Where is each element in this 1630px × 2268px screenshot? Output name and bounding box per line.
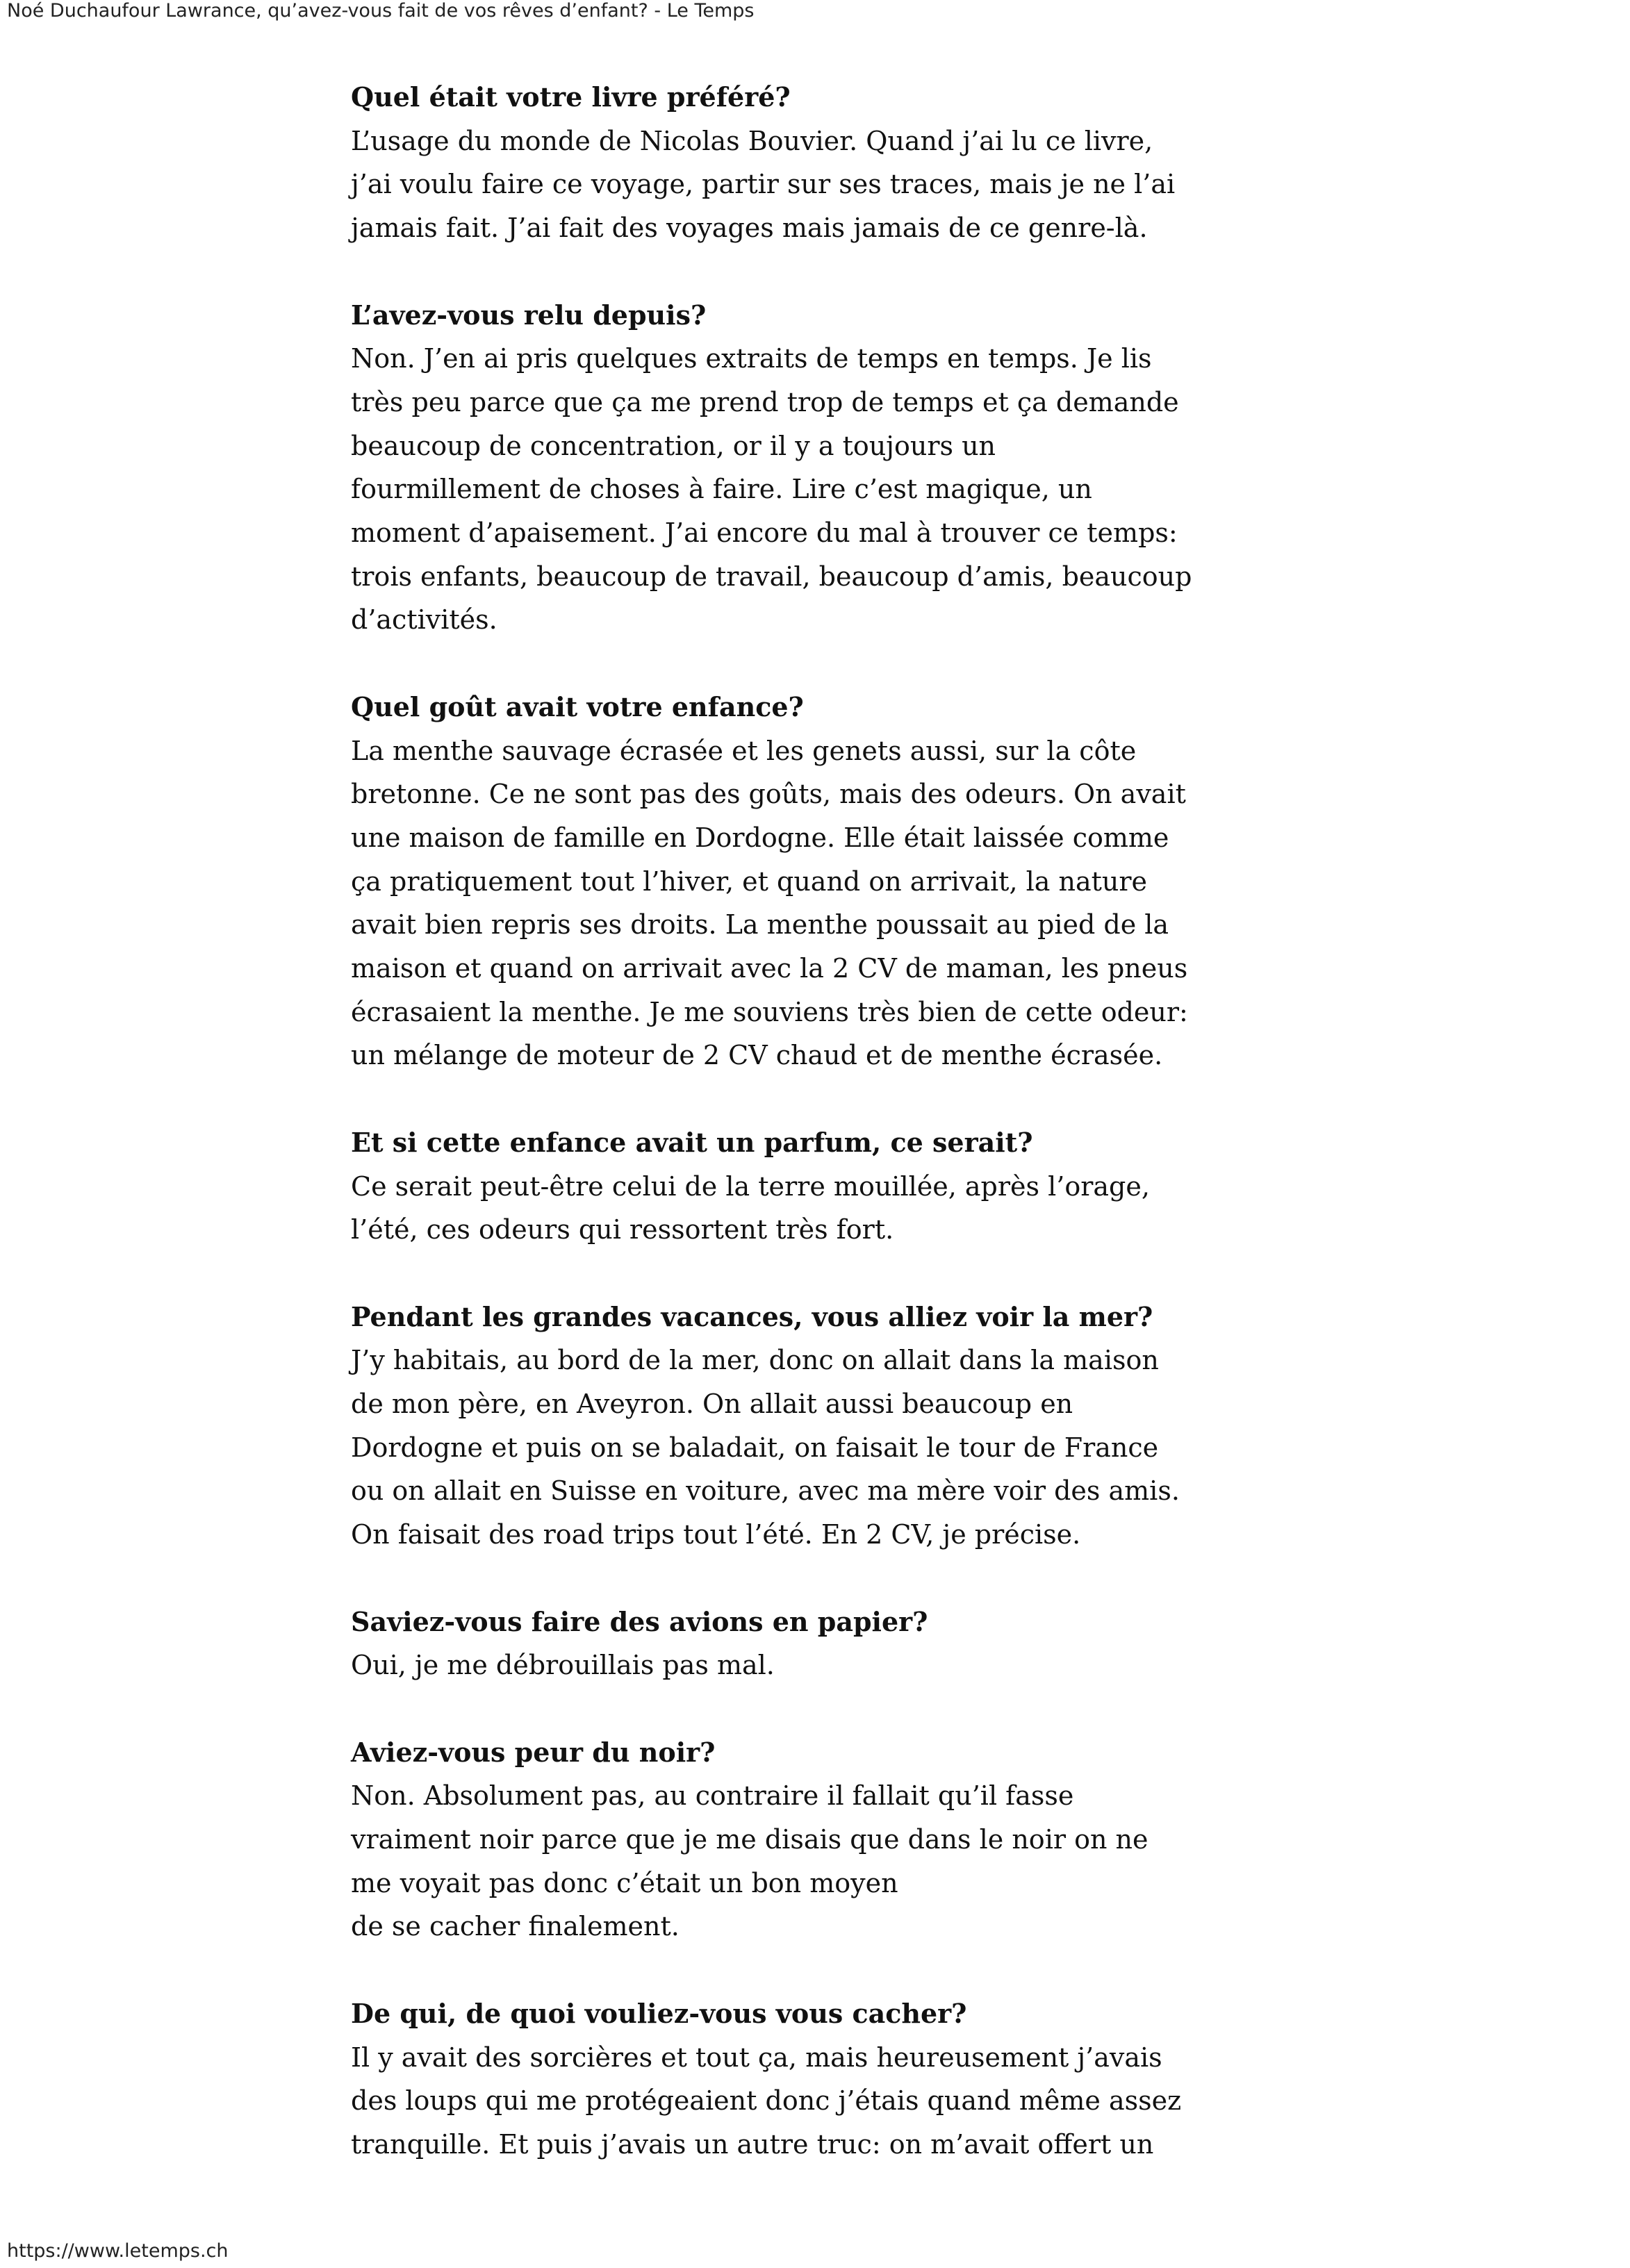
- answer-line: maison et quand on arrivait avec la 2 CV de maman, les pneus: [351, 953, 1188, 984]
- question-heading: Quel goût avait votre enfance?: [351, 690, 804, 722]
- answer-line: fourmillement de choses à faire. Lire c’est magique, un: [351, 474, 1092, 505]
- answer-line: écrasaient la menthe. Je me souviens très bien de cette odeur:: [351, 996, 1188, 1027]
- answer-paragraph: [351, 1165, 1212, 1252]
- answer-line: Dordogne et puis on se baladait, on faisait le tour de France: [351, 1432, 1159, 1463]
- answer-line: tranquille. Et puis j’avais un autre truc: on m’avait offert un: [351, 2128, 1154, 2160]
- answer-line: L’usage du monde de Nicolas Bouvier. Quand j’ai lu ce livre,: [351, 125, 1153, 156]
- answer-line: un mélange de moteur de 2 CV chaud et de menthe écrasée.: [351, 1040, 1163, 1071]
- answer-line: beaucoup de concentration, or il y a toujours un: [351, 430, 996, 461]
- qa-item: [351, 76, 1212, 250]
- question-heading: Et si cette enfance avait un parfum, ce serait?: [351, 1126, 1033, 1158]
- answer-line: vraiment noir parce que je me disais que dans le noir on ne: [351, 1824, 1149, 1855]
- qa-item: [351, 294, 1212, 643]
- answer-paragraph: [351, 119, 1212, 250]
- answer-paragraph: [351, 1644, 1212, 1687]
- question-heading: Aviez-vous peur du noir?: [351, 1736, 716, 1768]
- answer-line: Oui, je me débrouillais pas mal.: [351, 1650, 775, 1681]
- answer-line: une maison de famille en Dordogne. Elle était laissée comme: [351, 822, 1169, 853]
- answer-line: l’été, ces odeurs qui ressortent très fort.: [351, 1214, 894, 1245]
- qa-item: [351, 686, 1212, 1077]
- answer-line: On faisait des road trips tout l’été. En 2 CV, je précise.: [351, 1519, 1081, 1550]
- answer-line: de mon père, en Aveyron. On allait aussi beaucoup en: [351, 1389, 1073, 1420]
- answer-line: jamais fait. J’ai fait des voyages mais jamais de ce genre-là.: [351, 213, 1148, 244]
- answer-line: ça pratiquement tout l’hiver, et quand on arrivait, la nature: [351, 866, 1148, 897]
- qa-item: [351, 1600, 1212, 1687]
- qa-item: [351, 1731, 1212, 1949]
- qa-item: [351, 1992, 1212, 2167]
- answer-line: me voyait pas donc c’était un bon moyen: [351, 1867, 898, 1898]
- answer-line: bretonne. Ce ne sont pas des goûts, mais des odeurs. On avait: [351, 779, 1186, 810]
- answer-paragraph: [351, 1774, 1212, 1948]
- answer-line: moment d’apaisement. J’ai encore du mal à trouver ce temps:: [351, 518, 1178, 549]
- answer-paragraph: [351, 729, 1212, 1078]
- print-header-title: Noé Duchaufour Lawrance, qu’avez-vous fait de vos rêves d’enfant? - Le Temps: [7, 0, 755, 22]
- question-heading: Pendant les grandes vacances, vous alliez voir la mer?: [351, 1300, 1153, 1332]
- answer-line: d’activités.: [351, 604, 497, 636]
- qa-item: [351, 1121, 1212, 1252]
- answer-line: Non. Absolument pas, au contraire il fallait qu’il fasse: [351, 1780, 1074, 1812]
- article-body: [351, 76, 1212, 2210]
- answer-line: ou on allait en Suisse en voiture, avec ma mère voir des amis.: [351, 1475, 1180, 1507]
- question-heading: Saviez-vous faire des avions en papier?: [351, 1605, 928, 1637]
- answer-line: J’y habitais, au bord de la mer, donc on allait dans la maison: [351, 1345, 1159, 1376]
- question-heading: Quel était votre livre préféré?: [351, 81, 791, 113]
- answer-line: des loups qui me protégeaient donc j’étais quand même assez: [351, 2085, 1182, 2117]
- answer-line: La menthe sauvage écrasée et les genets aussi, sur la côte: [351, 735, 1137, 766]
- answer-paragraph: [351, 1339, 1212, 1557]
- answer-line: de se cacher finalement.: [351, 1911, 680, 1942]
- answer-line: avait bien repris ses droits. La menthe poussait au pied de la: [351, 909, 1169, 941]
- answer-line: Il y avait des sorcières et tout ça, mais heureusement j’avais: [351, 2042, 1162, 2073]
- answer-line: Ce serait peut-être celui de la terre mouillée, après l’orage,: [351, 1170, 1150, 1202]
- answer-paragraph: [351, 2036, 1212, 2167]
- question-heading: L’avez-vous relu depuis?: [351, 299, 707, 331]
- answer-line: Non. J’en ai pris quelques extraits de temps en temps. Je lis: [351, 343, 1152, 374]
- answer-line: trois enfants, beaucoup de travail, beaucoup d’amis, beaucoup: [351, 561, 1192, 592]
- answer-paragraph: [351, 337, 1212, 642]
- answer-line: j’ai voulu faire ce voyage, partir sur ses traces, mais je ne l’ai: [351, 169, 1176, 200]
- answer-line: très peu parce que ça me prend trop de temps et ça demande: [351, 386, 1179, 417]
- qa-item: [351, 1296, 1212, 1557]
- question-heading: De qui, de quoi vouliez-vous vous cacher?: [351, 1997, 967, 2029]
- print-footer-url: https://www.letemps.ch: [7, 2240, 229, 2262]
